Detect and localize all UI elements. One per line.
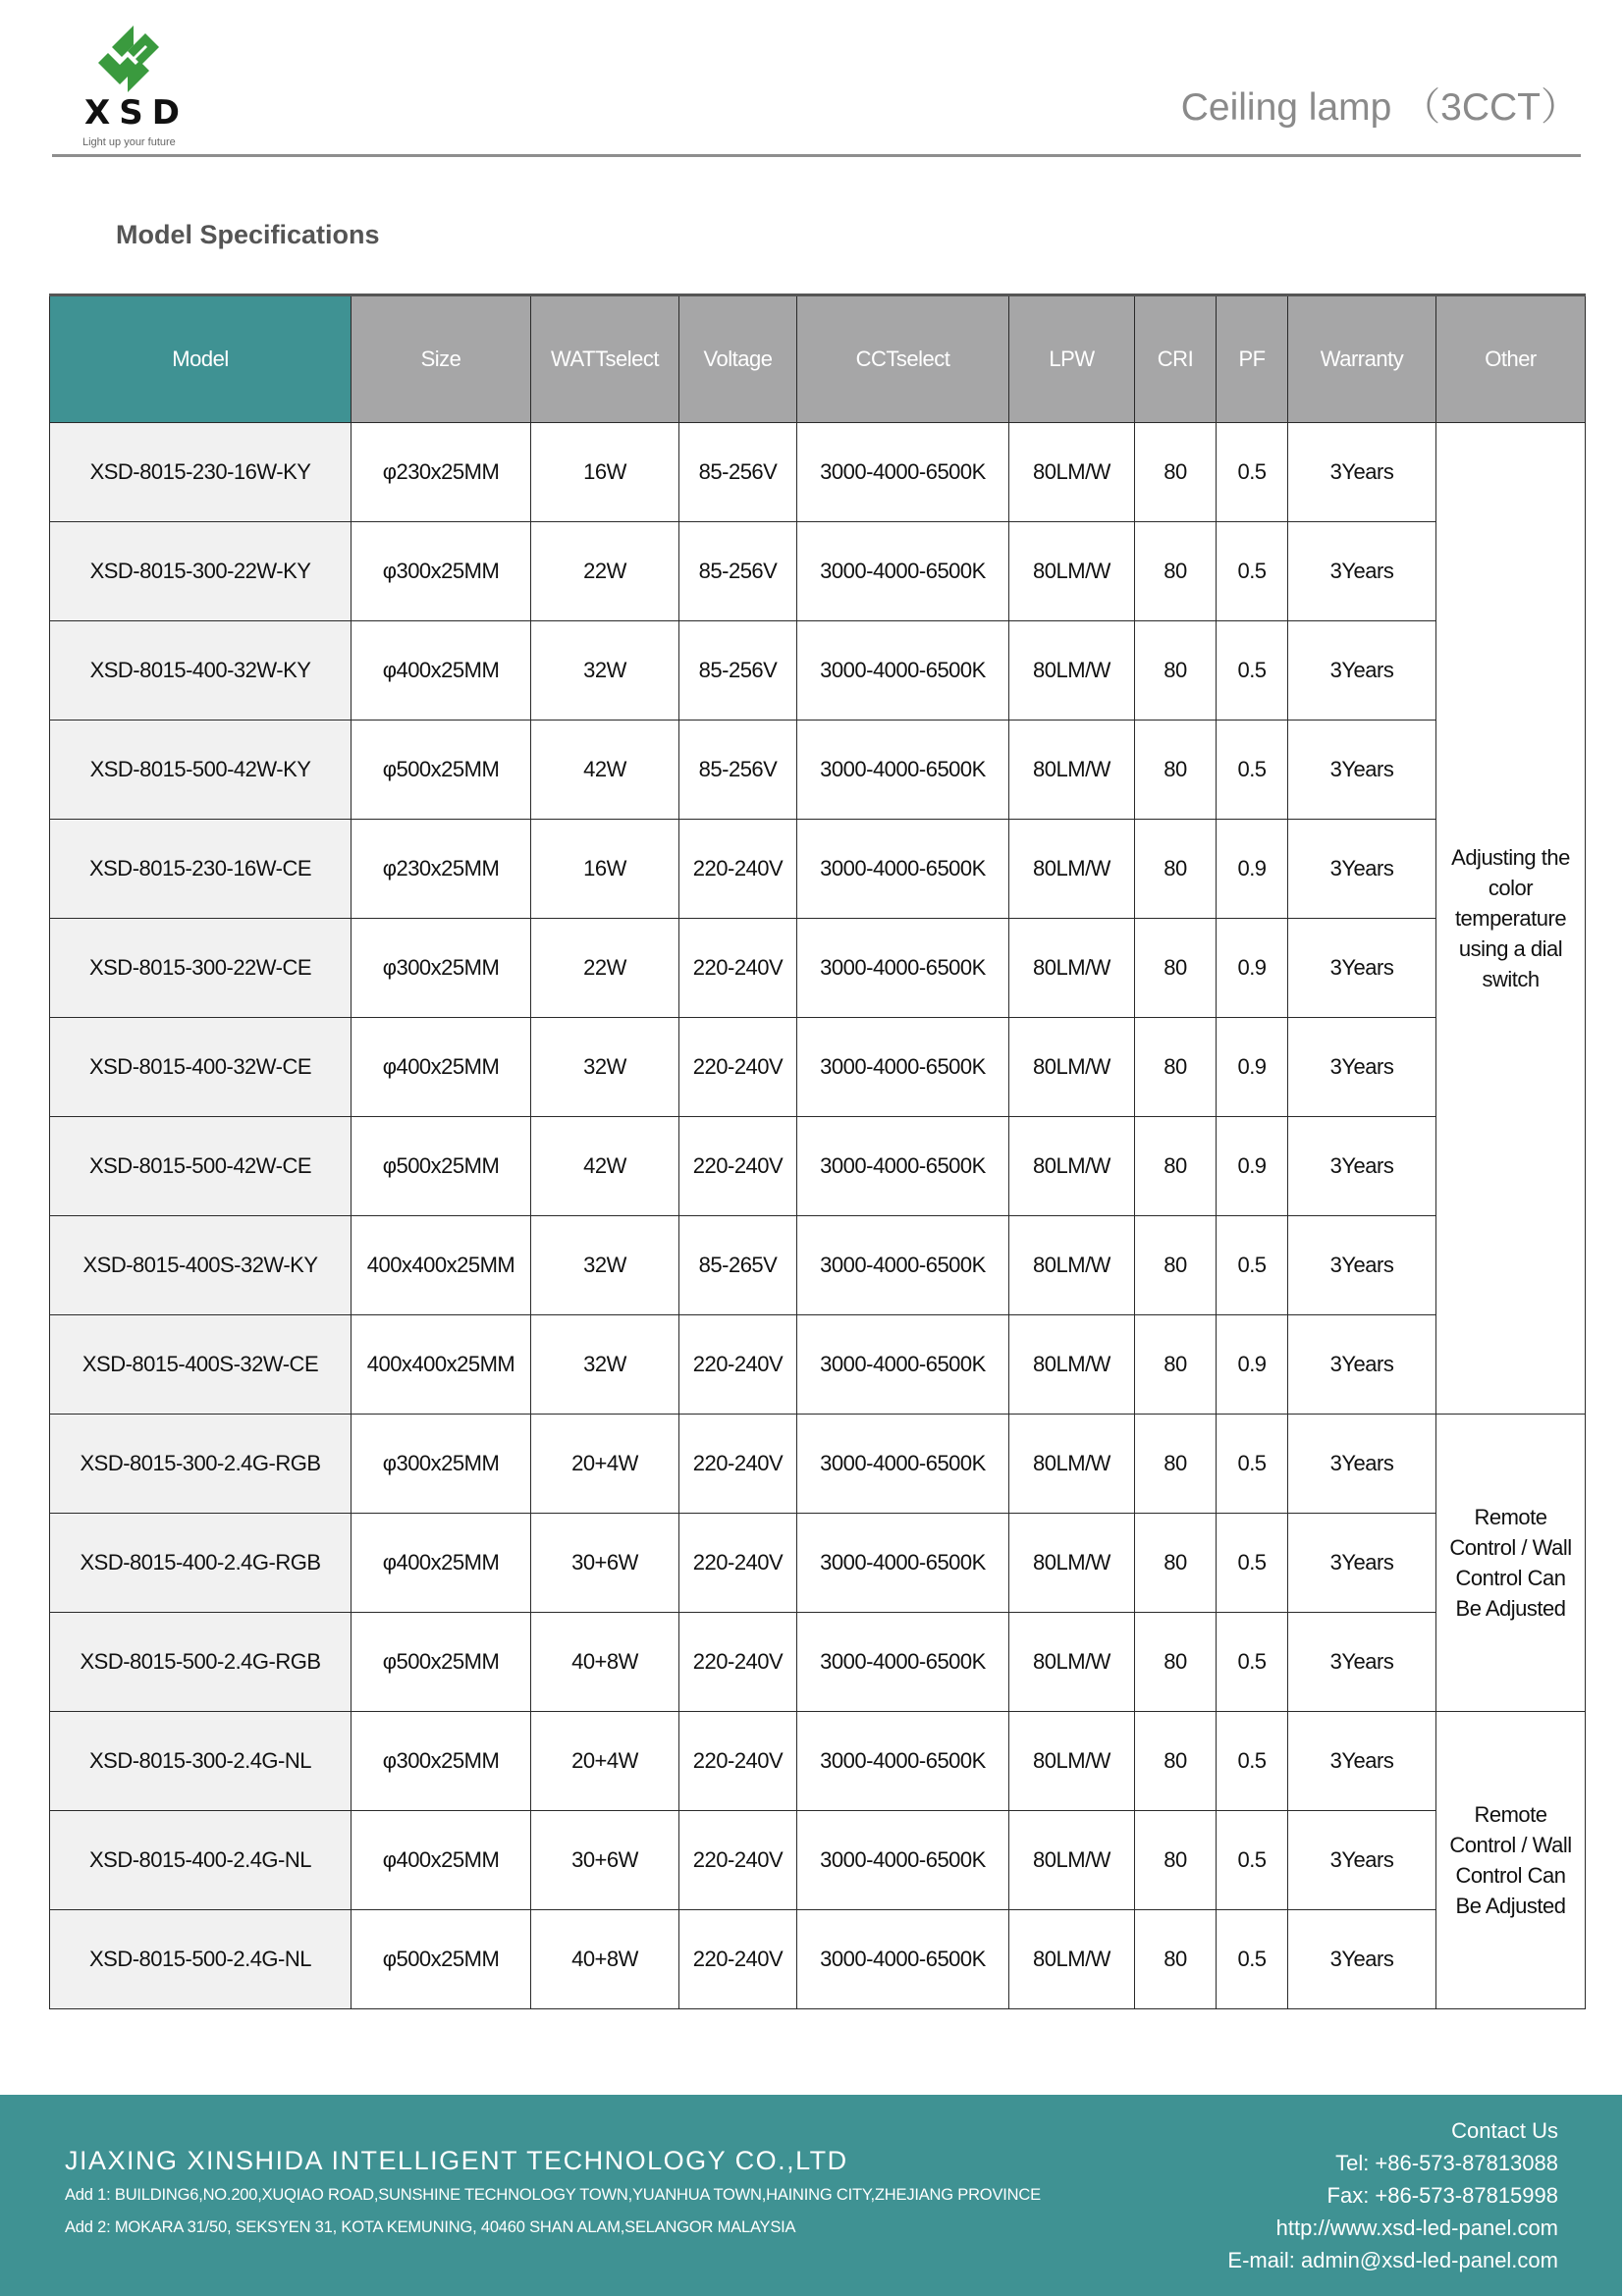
company-name: JIAXING XINSHIDA INTELLIGENT TECHNOLOGY CO.,LTD (65, 2146, 848, 2175)
cell-cct: 3000-4000-6500K (797, 1712, 1009, 1811)
header-divider (52, 154, 1581, 157)
table-row (50, 1018, 1586, 1117)
cell-warranty: 3Years (1288, 1018, 1436, 1117)
table-row (50, 1117, 1586, 1216)
cell-size: φ300x25MM (352, 1415, 531, 1514)
cell-pf: 0.5 (1217, 721, 1288, 820)
cell-cri: 80 (1135, 1811, 1217, 1910)
cell-model: XSD-8015-400S-32W-KY (50, 1216, 352, 1315)
cell-voltage: 220-240V (679, 1117, 797, 1216)
column-header-other: Other (1436, 295, 1586, 423)
cell-lpw: 80LM/W (1009, 1712, 1135, 1811)
cell-pf: 0.5 (1217, 621, 1288, 721)
cell-voltage: 220-240V (679, 1018, 797, 1117)
cell-voltage: 220-240V (679, 820, 797, 919)
cell-voltage: 220-240V (679, 1910, 797, 2009)
table-row (50, 522, 1586, 621)
cell-cri: 80 (1135, 1216, 1217, 1315)
document-title: Ceiling lamp （3CCT） (1180, 86, 1579, 129)
cell-cct: 3000-4000-6500K (797, 1018, 1009, 1117)
cell-model: XSD-8015-500-2.4G-NL (50, 1910, 352, 2009)
cell-lpw: 80LM/W (1009, 423, 1135, 522)
table-row (50, 919, 1586, 1018)
cell-warranty: 3Years (1288, 522, 1436, 621)
cell-cct: 3000-4000-6500K (797, 1910, 1009, 2009)
cell-watt: 42W (531, 721, 679, 820)
cell-warranty: 3Years (1288, 1216, 1436, 1315)
cell-watt: 30+6W (531, 1514, 679, 1613)
cell-cri: 80 (1135, 1910, 1217, 2009)
cell-other: Remote Control / Wall Control Can Be Adjusted (1436, 1712, 1586, 2009)
column-header-watt: WATTselect (531, 295, 679, 423)
cell-watt: 32W (531, 621, 679, 721)
cell-watt: 42W (531, 1117, 679, 1216)
column-header-cct: CCTselect (797, 295, 1009, 423)
cell-cct: 3000-4000-6500K (797, 1415, 1009, 1514)
column-header-model: Model (50, 295, 352, 423)
cell-cri: 80 (1135, 621, 1217, 721)
cell-model: XSD-8015-300-2.4G-NL (50, 1712, 352, 1811)
cell-pf: 0.9 (1217, 1117, 1288, 1216)
cell-voltage: 85-256V (679, 522, 797, 621)
cell-size: φ230x25MM (352, 820, 531, 919)
cell-cct: 3000-4000-6500K (797, 1613, 1009, 1712)
cell-cri: 80 (1135, 1018, 1217, 1117)
cell-lpw: 80LM/W (1009, 1315, 1135, 1415)
cell-lpw: 80LM/W (1009, 1910, 1135, 2009)
cell-warranty: 3Years (1288, 721, 1436, 820)
cell-lpw: 80LM/W (1009, 621, 1135, 721)
cell-size: φ300x25MM (352, 522, 531, 621)
section-title: Model Specifications (116, 220, 380, 249)
cell-lpw: 80LM/W (1009, 919, 1135, 1018)
address-1: Add 1: BUILDING6,NO.200,XUQIAO ROAD,SUNSHINE TECHNOLOGY TOWN,YUANHUA TOWN,HAINING CITY,ZHEJIANG PROVINCE (65, 2186, 1041, 2204)
table-row (50, 1811, 1586, 1910)
cell-warranty: 3Years (1288, 621, 1436, 721)
cell-cct: 3000-4000-6500K (797, 1315, 1009, 1415)
table-body (50, 423, 1586, 2009)
model-specifications-table (49, 294, 1586, 2009)
cell-model: XSD-8015-500-42W-CE (50, 1117, 352, 1216)
cell-warranty: 3Years (1288, 1415, 1436, 1514)
contact-fax: Fax: +86-573-87815998 (1326, 2183, 1558, 2208)
table-row (50, 1613, 1586, 1712)
contact-heading: Contact Us (1451, 2118, 1558, 2143)
cell-watt: 20+4W (531, 1712, 679, 1811)
cell-pf: 0.9 (1217, 1018, 1288, 1117)
cell-cct: 3000-4000-6500K (797, 1811, 1009, 1910)
cell-voltage: 220-240V (679, 1514, 797, 1613)
cell-warranty: 3Years (1288, 1514, 1436, 1613)
cell-cri: 80 (1135, 1315, 1217, 1415)
table-row (50, 1514, 1586, 1613)
cell-lpw: 80LM/W (1009, 1018, 1135, 1117)
cell-model: XSD-8015-400-2.4G-NL (50, 1811, 352, 1910)
cell-pf: 0.5 (1217, 1216, 1288, 1315)
column-header-size: Size (352, 295, 531, 423)
cell-model: XSD-8015-230-16W-CE (50, 820, 352, 919)
cell-pf: 0.5 (1217, 522, 1288, 621)
cell-warranty: 3Years (1288, 820, 1436, 919)
cell-size: φ300x25MM (352, 1712, 531, 1811)
cell-pf: 0.9 (1217, 1315, 1288, 1415)
cell-size: φ500x25MM (352, 1117, 531, 1216)
cell-watt: 20+4W (531, 1415, 679, 1514)
cell-model: XSD-8015-300-22W-CE (50, 919, 352, 1018)
cell-model: XSD-8015-400-32W-CE (50, 1018, 352, 1117)
contact-block (1227, 2114, 1558, 2276)
cell-cri: 80 (1135, 1117, 1217, 1216)
cell-watt: 16W (531, 423, 679, 522)
cell-cri: 80 (1135, 423, 1217, 522)
column-header-lpw: LPW (1009, 295, 1135, 423)
table-row (50, 1910, 1586, 2009)
cell-pf: 0.5 (1217, 1910, 1288, 2009)
cell-lpw: 80LM/W (1009, 1811, 1135, 1910)
cell-pf: 0.5 (1217, 1514, 1288, 1613)
cell-watt: 40+8W (531, 1910, 679, 2009)
table-row (50, 1712, 1586, 1811)
contact-tel: Tel: +86-573-87813088 (1335, 2151, 1558, 2175)
cell-cri: 80 (1135, 522, 1217, 621)
table-row (50, 621, 1586, 721)
cell-voltage: 85-256V (679, 721, 797, 820)
cell-watt: 22W (531, 919, 679, 1018)
cell-voltage: 85-265V (679, 1216, 797, 1315)
cell-lpw: 80LM/W (1009, 721, 1135, 820)
cell-watt: 32W (531, 1315, 679, 1415)
cell-voltage: 220-240V (679, 1415, 797, 1514)
address-2: Add 2: MOKARA 31/50, SEKSYEN 31, KOTA KEMUNING, 40460 SHAN ALAM,SELANGOR MALAYSIA (65, 2218, 796, 2236)
cell-warranty: 3Years (1288, 1811, 1436, 1910)
cell-cri: 80 (1135, 1415, 1217, 1514)
cell-voltage: 220-240V (679, 919, 797, 1018)
cell-cct: 3000-4000-6500K (797, 721, 1009, 820)
cell-voltage: 85-256V (679, 621, 797, 721)
cell-cri: 80 (1135, 1712, 1217, 1811)
logo-text: XSD (84, 93, 189, 133)
cell-lpw: 80LM/W (1009, 522, 1135, 621)
cell-model: XSD-8015-400-2.4G-RGB (50, 1514, 352, 1613)
cell-watt: 16W (531, 820, 679, 919)
table-row (50, 1415, 1586, 1514)
cell-cct: 3000-4000-6500K (797, 1514, 1009, 1613)
cell-size: φ500x25MM (352, 1613, 531, 1712)
contact-website-link[interactable]: http://www.xsd-led-panel.com (1275, 2216, 1558, 2240)
cell-voltage: 220-240V (679, 1613, 797, 1712)
footer (0, 2095, 1622, 2296)
cell-cri: 80 (1135, 820, 1217, 919)
cell-pf: 0.9 (1217, 820, 1288, 919)
cell-pf: 0.5 (1217, 1712, 1288, 1811)
cell-size: φ400x25MM (352, 1514, 531, 1613)
column-header-voltage: Voltage (679, 295, 797, 423)
cell-warranty: 3Years (1288, 1613, 1436, 1712)
cell-cri: 80 (1135, 919, 1217, 1018)
table-row (50, 1315, 1586, 1415)
cell-size: φ230x25MM (352, 423, 531, 522)
cell-model: XSD-8015-230-16W-KY (50, 423, 352, 522)
table-row (50, 721, 1586, 820)
cell-warranty: 3Years (1288, 1315, 1436, 1415)
cell-watt: 30+6W (531, 1811, 679, 1910)
cell-size: φ300x25MM (352, 919, 531, 1018)
cell-model: XSD-8015-400-32W-KY (50, 621, 352, 721)
cell-size: 400x400x25MM (352, 1216, 531, 1315)
table-row (50, 423, 1586, 522)
cell-cct: 3000-4000-6500K (797, 919, 1009, 1018)
cell-model: XSD-8015-300-2.4G-RGB (50, 1415, 352, 1514)
cell-size: φ400x25MM (352, 621, 531, 721)
cell-cct: 3000-4000-6500K (797, 820, 1009, 919)
cell-voltage: 85-256V (679, 423, 797, 522)
cell-voltage: 220-240V (679, 1712, 797, 1811)
xsd-logo-icon (98, 24, 163, 94)
cell-size: φ500x25MM (352, 1910, 531, 2009)
table-header-row (50, 295, 1586, 423)
cell-size: 400x400x25MM (352, 1315, 531, 1415)
cell-cri: 80 (1135, 721, 1217, 820)
cell-size: φ400x25MM (352, 1811, 531, 1910)
cell-lpw: 80LM/W (1009, 1216, 1135, 1315)
cell-lpw: 80LM/W (1009, 820, 1135, 919)
company-logo (77, 24, 189, 151)
cell-lpw: 80LM/W (1009, 1415, 1135, 1514)
cell-cct: 3000-4000-6500K (797, 423, 1009, 522)
cell-watt: 32W (531, 1216, 679, 1315)
table-row (50, 1216, 1586, 1315)
cell-size: φ500x25MM (352, 721, 531, 820)
cell-warranty: 3Years (1288, 1712, 1436, 1811)
cell-cct: 3000-4000-6500K (797, 1216, 1009, 1315)
cell-pf: 0.5 (1217, 1811, 1288, 1910)
cell-pf: 0.9 (1217, 919, 1288, 1018)
cell-voltage: 220-240V (679, 1811, 797, 1910)
logo-tagline: Light up your future (82, 136, 176, 148)
cell-cct: 3000-4000-6500K (797, 522, 1009, 621)
table-row (50, 820, 1586, 919)
column-header-cri: CRI (1135, 295, 1217, 423)
column-header-warranty: Warranty (1288, 295, 1436, 423)
cell-pf: 0.5 (1217, 423, 1288, 522)
cell-watt: 40+8W (531, 1613, 679, 1712)
cell-cri: 80 (1135, 1514, 1217, 1613)
cell-size: φ400x25MM (352, 1018, 531, 1117)
cell-model: XSD-8015-300-22W-KY (50, 522, 352, 621)
cell-cri: 80 (1135, 1613, 1217, 1712)
contact-email-link[interactable]: E-mail: admin@xsd-led-panel.com (1227, 2248, 1558, 2272)
cell-warranty: 3Years (1288, 1910, 1436, 2009)
cell-other: Adjusting the color temperature using a dial switch (1436, 423, 1586, 1415)
cell-watt: 32W (531, 1018, 679, 1117)
cell-warranty: 3Years (1288, 423, 1436, 522)
cell-model: XSD-8015-400S-32W-CE (50, 1315, 352, 1415)
cell-model: XSD-8015-500-42W-KY (50, 721, 352, 820)
cell-cct: 3000-4000-6500K (797, 1117, 1009, 1216)
column-header-pf: PF (1217, 295, 1288, 423)
cell-lpw: 80LM/W (1009, 1514, 1135, 1613)
cell-warranty: 3Years (1288, 919, 1436, 1018)
cell-cct: 3000-4000-6500K (797, 621, 1009, 721)
cell-model: XSD-8015-500-2.4G-RGB (50, 1613, 352, 1712)
cell-pf: 0.5 (1217, 1415, 1288, 1514)
cell-pf: 0.5 (1217, 1613, 1288, 1712)
cell-lpw: 80LM/W (1009, 1117, 1135, 1216)
cell-warranty: 3Years (1288, 1117, 1436, 1216)
cell-other: Remote Control / Wall Control Can Be Adjusted (1436, 1415, 1586, 1712)
cell-voltage: 220-240V (679, 1315, 797, 1415)
cell-lpw: 80LM/W (1009, 1613, 1135, 1712)
cell-watt: 22W (531, 522, 679, 621)
